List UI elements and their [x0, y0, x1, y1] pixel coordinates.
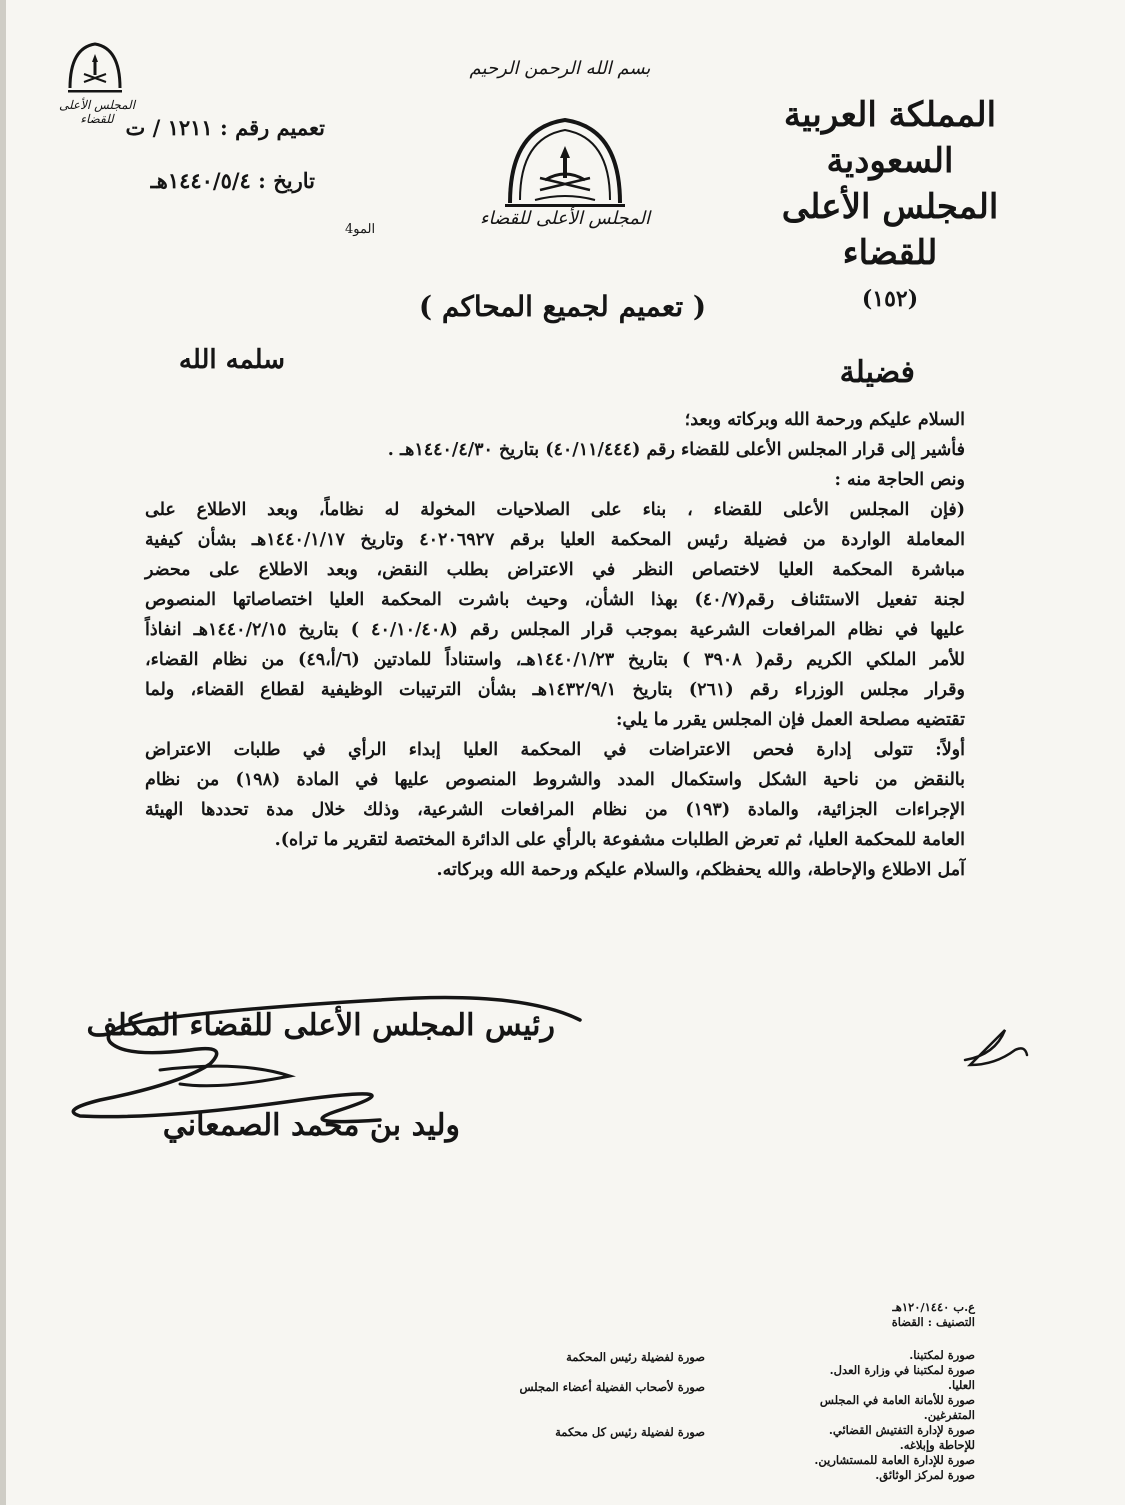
scan-edge	[0, 0, 6, 1505]
footer-classification: التصنيف : القضاة	[891, 1315, 975, 1329]
decision-line: لجنة تفعيل الاستئناف رقم(٤٠/٧) بهذا الشأن، وحيث باشرت المحكمة العليا اختصاصاتها المنصوص	[145, 590, 965, 610]
ministry-line2: المجلس الأعلى للقضاء	[781, 187, 999, 273]
copy-line: صورة لمكتبنا في وزارة العدل.	[829, 1363, 975, 1377]
copy-line: صورة لفضيلة رئيس كل محكمة	[555, 1425, 705, 1439]
emblem-caption: المجلس الأعلى للقضاء	[480, 208, 650, 229]
decision-line: تقتضيه مصلحة العمل فإن المجلس يقرر ما يلي:	[615, 710, 965, 730]
intro-line: ونص الحاجة منه :	[834, 470, 965, 490]
file-mark: المو4	[345, 222, 376, 237]
small-emblem-icon	[60, 38, 130, 106]
greeting: السلام عليكم ورحمة الله وبركاته وبعد؛	[684, 410, 965, 430]
copy-line: المتفرغين.	[923, 1408, 975, 1422]
decision-line: المعاملة الواردة من فضيلة رئيس المحكمة العليا برقم ٤٠٢٠٦٩٢٧ وتاريخ ١٤٤٠/١/١٧هـ بشأن كيفية	[145, 530, 965, 550]
initials-mark-icon	[955, 1015, 1035, 1075]
document-title: ( تعميم لجميع المحاكم )	[418, 290, 707, 323]
decision-line: (فإن المجلس الأعلى للقضاء ، بناء على الصلاحيات المخولة له نظاماً، وبعد الاطلاع على	[145, 500, 965, 520]
distribution-list-left	[435, 1350, 705, 1440]
salutation-salmah: سلمه الله	[178, 345, 285, 375]
copy-line: صورة لمركز الوثائق.	[875, 1468, 975, 1482]
circular-date: تاريخ : ١٤٤٠/٥/٤هـ	[150, 168, 315, 193]
spacer	[435, 1365, 705, 1380]
first-item-line: الإجراءات الجزائية، والمادة (١٩٣) من نظام المرافعات الشرعية، وذلك خلال مدة تحددها الهيئة	[145, 800, 965, 820]
decision-line: عليها في نظام المرافعات الشرعية بموجب قرار المجلس رقم (٤٠/١٠/٤٠٨ ) بتاريخ ١٤٤٠/٢/١٥هـ انفاذاً	[145, 620, 965, 640]
signatory-name: وليد بن محمد الصمعاني	[162, 1108, 460, 1143]
copy-line: للإحاطة وإبلاغه.	[899, 1438, 975, 1452]
document-number: (١٥٢)	[861, 286, 919, 312]
copy-line: صورة للإدارة العامة للمستشارين.	[814, 1453, 975, 1467]
decision-line: وقرار مجلس الوزراء رقم (٢٦١) بتاريخ ١٤٣٢/٩/١هـ بشأن الترتيبات الوظيفية لقطاع القضاء، ولما	[145, 680, 965, 700]
reference-line: فأشير إلى قرار المجلس الأعلى للقضاء رقم (٤٠/١١/٤٤٤) بتاريخ ١٤٤٠/٤/٣٠هـ .	[387, 440, 965, 460]
ministry-header	[740, 92, 1040, 312]
footer-ref: ع.ب ١٢٠/١٤٤٠هـ	[892, 1300, 975, 1314]
copy-line: صورة لإدارة التفتيش القضائي.	[828, 1423, 975, 1437]
copy-line: صورة لأصحاب الفضيلة أعضاء المجلس	[519, 1380, 705, 1394]
copy-line: صورة لمكتبنا.	[909, 1348, 975, 1362]
first-item-line: أولاً: تتولى إدارة فحص الاعتراضات في المحكمة العليا إبداء الرأي في طلبات الاعتراض	[145, 740, 965, 760]
decision-line: مباشرة المحكمة العليا لاختصاص النظر في الاعتراض بطلب النقض، وبعد الاطلاع على محضر	[145, 560, 965, 580]
decision-line: للأمر الملكي الكريم رقم( ٣٩٠٨ ) بتاريخ ١٤٤٠/١/٢٣هـ، واستناداً للمادتين (٦/أ،٤٩) من نظام القضاء،	[145, 650, 965, 670]
ministry-line1: المملكة العربية السعودية	[783, 95, 997, 181]
circular-number: تعميم رقم : ١٢١١ / ت	[125, 115, 325, 140]
letter-body	[145, 405, 965, 885]
salutation-fadila: فضيلة	[839, 355, 915, 390]
copy-line: العليا.	[947, 1378, 975, 1392]
first-item-line: العامة للمحكمة العليا، ثم تعرض الطلبات مشفوعة بالرأي على الدائرة المختصة لتقرير ما تراه).	[274, 830, 965, 850]
copy-line: صورة للأمانة العامة في المجلس	[819, 1393, 975, 1407]
first-item-line: بالنقض من ناحية الشكل واستكمال المدد والشروط المنصوص عليها في المادة (١٩٨) من نظام	[145, 770, 965, 790]
distribution-list-right	[715, 1300, 975, 1483]
small-emblem-caption: المجلس الأعلى للقضاء	[58, 98, 136, 126]
basmala: بسم الله الرحمن الرحيم	[469, 58, 651, 79]
closing-line: آمل الاطلاع والإحاطة، والله يحفظكم، والسلام عليكم ورحمة الله وبركاته.	[436, 860, 965, 880]
spacer	[435, 1395, 705, 1425]
copy-line: صورة لفضيلة رئيس المحكمة	[566, 1350, 705, 1364]
signatory-title: رئيس المجلس الأعلى للقضاء المكلف	[86, 1008, 555, 1043]
